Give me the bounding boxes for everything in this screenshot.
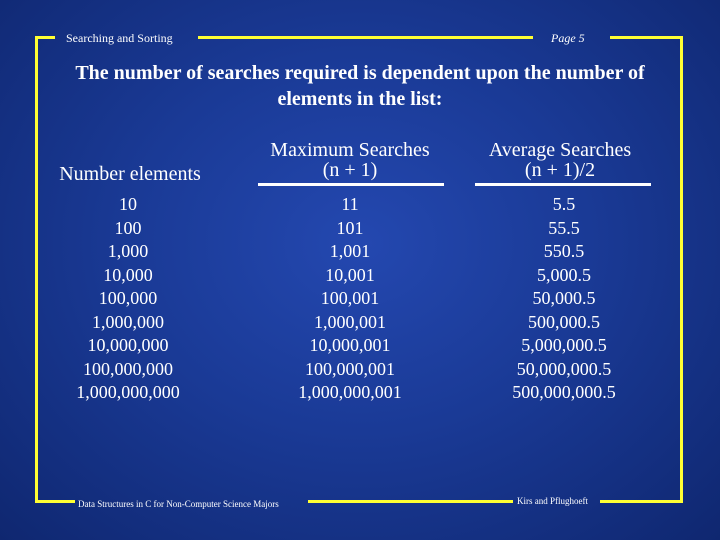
table-cell: 50,000,000.5 <box>516 358 612 379</box>
column-header-underline <box>475 183 651 186</box>
frame-top-right <box>610 36 683 39</box>
footer-authors: Kirs and Pflughoeft <box>517 496 588 506</box>
column-header-label: Number elements <box>59 163 201 185</box>
table-cell: 11 <box>341 194 359 214</box>
table-cell: 1,000 <box>107 241 149 261</box>
frame-bottom-middle <box>308 500 513 503</box>
table-cell: 5,000.5 <box>537 264 591 285</box>
table-cell: 100,001 <box>320 288 380 308</box>
table-cell: 100,000,001 <box>305 358 395 379</box>
column-header-maximum-searches <box>250 140 450 188</box>
column-average-searches <box>465 140 655 405</box>
table-cell: 550.5 <box>543 241 585 261</box>
slide-title: The number of searches required is dependent upon the number of elements in the list: <box>75 62 645 110</box>
frame-top-middle <box>198 36 533 39</box>
table-cell: 1,000,001 <box>314 311 386 332</box>
table-cell: 10,000,001 <box>309 335 391 355</box>
maximum-searches-values <box>250 193 450 405</box>
table-cell: 10 <box>119 194 137 214</box>
column-header-average-searches <box>465 140 655 188</box>
table-cell: 10,000 <box>103 264 153 285</box>
column-header-number-elements <box>40 140 220 188</box>
frame-bottom-right <box>600 500 683 503</box>
column-header-label: Average Searches <box>488 139 632 161</box>
table-cell: 1,000,000,001 <box>298 382 402 402</box>
page-number: Page 5 <box>551 31 585 45</box>
number-elements-values <box>36 193 220 405</box>
table-cell: 5.5 <box>552 194 576 214</box>
table-cell: 50,000.5 <box>532 288 596 308</box>
table-cell: 100 <box>114 217 142 238</box>
column-header-underline <box>258 183 444 186</box>
column-header-formula: (n + 1) <box>322 159 378 181</box>
table-cell: 10,000,000 <box>87 335 169 355</box>
table-cell: 1,000,000,000 <box>76 382 180 402</box>
frame-bottom-left <box>35 500 75 503</box>
table-cell: 1,001 <box>329 241 371 261</box>
frame-top-left <box>35 36 55 39</box>
table-cell: 500,000,000.5 <box>512 382 616 402</box>
table-cell: 55.5 <box>548 217 580 238</box>
average-searches-values <box>473 193 655 405</box>
frame-right <box>680 36 683 503</box>
table-cell: 100,000 <box>98 288 158 308</box>
column-header-formula: (n + 1)/2 <box>524 159 596 181</box>
column-maximum-searches <box>250 140 450 405</box>
column-header-label: Maximum Searches <box>270 139 430 161</box>
table-cell: 1,000,000 <box>92 311 164 332</box>
table-cell: 100,000,000 <box>83 358 173 379</box>
table-cell: 10,001 <box>325 264 375 285</box>
table-cell: 500,000.5 <box>528 311 600 332</box>
header-section-title: Searching and Sorting <box>66 31 173 45</box>
footer-course-title: Data Structures in C for Non-Computer Science Majors <box>78 499 279 509</box>
table-cell: 101 <box>336 217 364 238</box>
column-number-elements <box>40 140 220 405</box>
table-cell: 5,000,000.5 <box>521 335 607 355</box>
